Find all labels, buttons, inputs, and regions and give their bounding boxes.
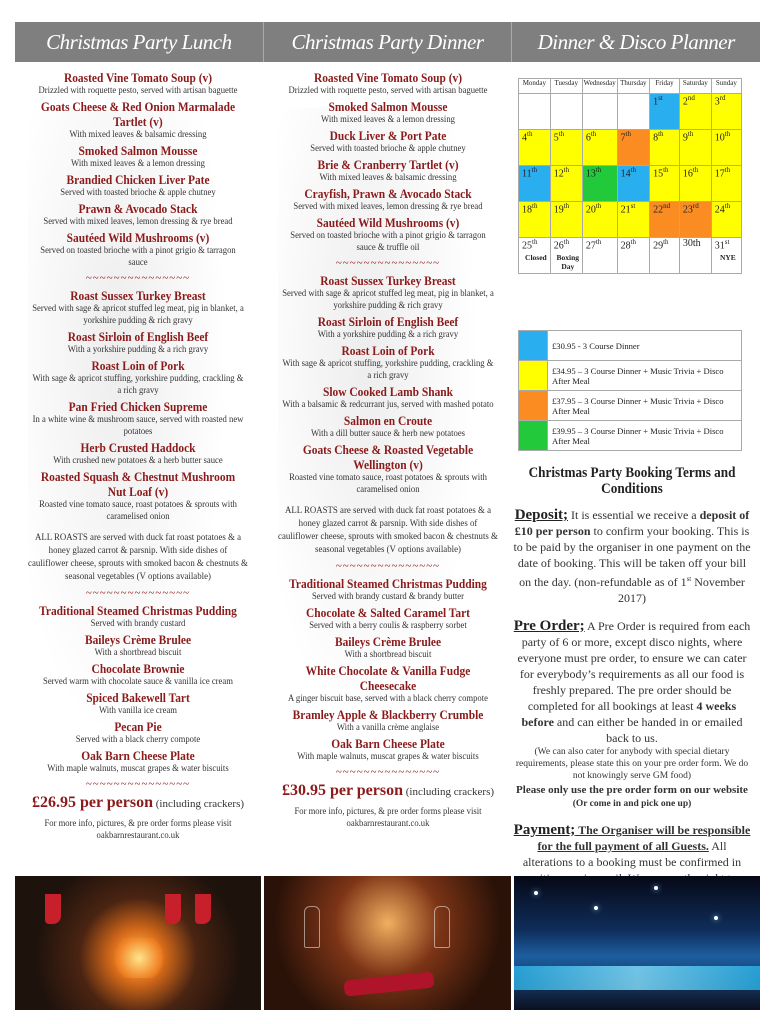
calendar-day-header: Friday xyxy=(650,79,680,94)
calendar-date: 18 xyxy=(522,204,532,216)
calendar-day xyxy=(679,94,711,130)
dish-name: Smoked Salmon Mousse xyxy=(328,99,448,114)
calendar-day xyxy=(711,238,741,274)
dish-name: Salmon en Croute xyxy=(343,413,433,428)
dish-name: Roasted Vine Tomato Soup (v) xyxy=(63,70,213,85)
dish-description: With mixed leaves & balsamic dressing xyxy=(319,172,457,183)
dish-description: With vanilla ice cream xyxy=(98,705,178,716)
calendar-date: 6 xyxy=(585,132,591,144)
dish-name: Bramley Apple & Blackberry Crumble xyxy=(292,707,484,722)
calendar-date-suffix: st xyxy=(658,94,663,102)
preorder-section xyxy=(512,618,752,810)
calendar-day-note: NYE xyxy=(719,253,736,263)
calendar-date: 10 xyxy=(714,132,725,144)
calendar-day xyxy=(711,130,741,166)
dish-name: Oak Barn Cheese Plate xyxy=(81,748,195,763)
dish-name: Herb Crusted Haddock xyxy=(80,440,196,455)
calendar-day xyxy=(519,94,551,130)
dish-name: Sautéed Wild Mushrooms (v) xyxy=(316,215,460,230)
legend-row xyxy=(519,331,742,361)
calendar-day xyxy=(550,94,582,130)
legend-row xyxy=(519,361,742,391)
calendar-date-suffix: th xyxy=(563,238,570,246)
calendar-date: 25 xyxy=(522,240,532,252)
dish-name: Roast Sussex Turkey Breast xyxy=(70,288,206,303)
calendar-date: 16 xyxy=(682,168,693,180)
legend-swatch xyxy=(519,391,548,421)
calendar-date: 13 xyxy=(585,168,596,180)
calendar-date: 21 xyxy=(620,204,631,216)
calendar-date-suffix: th xyxy=(663,166,669,174)
calendar-day xyxy=(650,130,680,166)
deposit-label: Deposit; xyxy=(514,507,569,523)
dinner-header: Christmas Party Dinner xyxy=(263,22,512,62)
legend-row xyxy=(519,421,742,451)
calendar-date-suffix: th xyxy=(595,166,602,174)
dish-name: Oak Barn Cheese Plate xyxy=(331,736,445,751)
calendar-date: 27 xyxy=(585,240,596,252)
calendar-date-suffix: th xyxy=(687,130,694,138)
dish-name: Spiced Bakewell Tart xyxy=(86,690,190,705)
price-line xyxy=(268,782,508,800)
calendar-day xyxy=(617,94,649,130)
dish-description: With maple walnuts, muscat grapes & water biscuits xyxy=(47,763,229,774)
terms-conditions xyxy=(512,465,752,930)
price-note: (including crackers) xyxy=(405,786,495,798)
dish-description: Drizzled with roquette pesto, served with artisan baguette xyxy=(288,85,488,96)
calendar-date-suffix: th xyxy=(595,202,602,210)
legend-swatch xyxy=(519,331,548,361)
dish-description: Served with brandy custard & brandy butter xyxy=(311,591,465,602)
calendar-day xyxy=(582,202,617,238)
terms-title: Christmas Party Booking Terms and Conditions xyxy=(528,465,736,497)
legend-text: £30.95 - 3 Course Dinner xyxy=(548,331,742,361)
dish-description: Roasted vine tomato sauce, roast potatoes & sprouts with caramelised onion xyxy=(39,499,237,522)
calendar-date-suffix: th xyxy=(724,130,731,138)
preorder-label: Pre Order; xyxy=(513,618,585,634)
section-divider: ~~~~~~~~~~~~~~~ xyxy=(85,778,191,790)
preorder-text-2: and can either be handed in or emailed back to us. xyxy=(553,715,743,745)
calendar-date: 11 xyxy=(522,168,532,180)
dish-name: Roast Loin of Pork xyxy=(341,343,435,358)
price-amount: £26.95 per person xyxy=(31,794,154,811)
calendar-day xyxy=(582,238,617,274)
calendar-date-suffix: th xyxy=(724,166,731,174)
calendar-date: 26 xyxy=(553,240,564,252)
calendar-date-suffix: th xyxy=(692,166,699,174)
calendar-date-suffix: st xyxy=(724,238,730,246)
calendar-date: 17 xyxy=(714,168,725,180)
price-line xyxy=(18,794,258,812)
dish-name: Chocolate Brownie xyxy=(91,661,185,676)
calendar-date-suffix: th xyxy=(625,130,632,138)
dish-description: Served with toasted brioche & apple chutney xyxy=(60,187,216,198)
calendar-day-header: Monday xyxy=(519,79,551,94)
calendar-day xyxy=(679,238,711,274)
dish-description: With a balsamic & redcurrant jus, served with mashed potato xyxy=(282,399,494,410)
calendar-date: 20 xyxy=(585,204,596,216)
calendar-date-suffix: th xyxy=(724,202,731,210)
calendar-day xyxy=(550,166,582,202)
price-note: (including crackers) xyxy=(155,798,245,810)
calendar-date: 8 xyxy=(653,132,659,144)
calendar-date: 24 xyxy=(714,204,725,216)
deposit-section xyxy=(512,507,752,606)
dish-name: Roast Sirloin of English Beef xyxy=(317,314,459,329)
calendar-date: 28 xyxy=(620,240,631,252)
calendar-date-suffix: th xyxy=(558,130,565,138)
calendar-date: 9 xyxy=(682,132,688,144)
dish-description: With a yorkshire pudding & a rich gravy xyxy=(67,344,209,355)
dish-name: Chocolate & Salted Caramel Tart xyxy=(306,605,470,620)
stocking-icon xyxy=(165,894,181,924)
disco-light-icon xyxy=(534,891,538,895)
dish-description: Served on toasted brioche with a pinot grigio & tarragon sauce xyxy=(40,245,236,268)
calendar-date-suffix: nd xyxy=(687,94,695,102)
preorder-text: A Pre Order is required from each party of 6 or more, except disco nights, where everyone must pre order, to ensure we can cater for everybody’s requirements as all our food is freshly prepared. The pre order should be completed for all bookings at least xyxy=(517,619,751,713)
dish-description: Served warm with chocolate sauce & vanilla ice cream xyxy=(43,676,233,687)
calendar-day xyxy=(550,202,582,238)
dish-description: Served with sage & apricot stuffed leg meat, pig in blanket, a yorkshire pudding & rich gravy xyxy=(282,288,494,311)
calendar-date-suffix: th xyxy=(563,166,570,174)
calendar-day xyxy=(519,238,551,274)
fireplace-photo xyxy=(15,876,261,1010)
dish-name: Traditional Steamed Christmas Pudding xyxy=(39,603,237,618)
dish-description: With a shortbread biscuit xyxy=(94,647,182,658)
dish-name: Prawn & Avocado Stack xyxy=(78,201,198,216)
disco-light-icon xyxy=(654,886,658,890)
calendar-day xyxy=(679,130,711,166)
preorder-dietary-note: (We can also cater for anybody with special dietary requirements, please state this on your pre order form. We do not knowingly serve GM food) xyxy=(515,747,749,781)
section-divider: ~~~~~~~~~~~~~~~ xyxy=(335,560,441,572)
dish-description: With a yorkshire pudding & a rich gravy xyxy=(317,329,459,340)
disco-light-icon xyxy=(714,916,718,920)
calendar-day xyxy=(582,130,617,166)
dish-description: With sage & apricot stuffing, yorkshire pudding, crackling & a rich gravy xyxy=(32,373,244,396)
dish-description: In a white wine & mushroom sauce, served with roasted new potatoes xyxy=(32,414,244,437)
legend-text: £34.95 – 3 Course Dinner + Music Trivia + Disco After Meal xyxy=(548,361,742,391)
calendar-date: 22 xyxy=(653,204,664,216)
dish-name: Pan Fried Chicken Supreme xyxy=(68,399,208,414)
legend-text: £37.95 – 3 Course Dinner + Music Trivia + Disco After Meal xyxy=(548,391,742,421)
christmas-cracker-icon xyxy=(344,971,435,996)
dish-name: Brie & Cranberry Tartlet (v) xyxy=(317,157,459,172)
calendar-day-header: Saturday xyxy=(679,79,711,94)
dish-description: With crushed new potatoes & a herb butter sauce xyxy=(53,455,223,466)
dish-description: Served on toasted brioche with a pinot grigio & tarragon sauce & truffle oil xyxy=(290,230,486,253)
dish-name: Crayfish, Prawn & Avocado Stack xyxy=(304,186,472,201)
dish-name: Brandied Chicken Liver Pate xyxy=(66,172,210,187)
header-bar xyxy=(15,22,760,62)
price-legend xyxy=(518,330,742,451)
calendar-date: 7 xyxy=(620,132,626,144)
dish-description: Served with brandy custard xyxy=(90,618,186,629)
calendar-day xyxy=(550,130,582,166)
wine-glass-icon xyxy=(304,906,320,948)
dish-name: Goats Cheese & Roasted Vegetable Wellington (v) xyxy=(302,442,474,472)
dish-name: Slow Cooked Lamb Shank xyxy=(322,384,454,399)
calendar-day xyxy=(617,238,649,274)
section-divider: ~~~~~~~~~~~~~~~ xyxy=(85,587,191,599)
fire-icon xyxy=(109,938,169,978)
wine-glass-icon xyxy=(434,906,450,948)
calendar-week xyxy=(519,202,742,238)
calendar-date: 23 xyxy=(682,204,693,216)
calendar-day xyxy=(617,166,649,202)
calendar-day xyxy=(519,166,551,202)
calendar-day-header: Sunday xyxy=(711,79,741,94)
calendar-day xyxy=(650,94,680,130)
calendar-date-suffix: th xyxy=(630,166,637,174)
calendar-day xyxy=(582,94,617,130)
calendar-day-header: Tuesday xyxy=(550,79,582,94)
dish-name: Roast Loin of Pork xyxy=(91,358,185,373)
dish-description: With maple walnuts, muscat grapes & water biscuits xyxy=(297,751,479,762)
calendar-day xyxy=(679,166,711,202)
lunch-menu xyxy=(18,68,258,842)
dish-description: Served with a berry coulis & raspberry sorbet xyxy=(309,620,467,631)
calendar-date: 30th xyxy=(682,238,701,249)
calendar-day-note: Closed xyxy=(525,253,547,263)
section-divider: ~~~~~~~~~~~~~~~ xyxy=(335,257,441,269)
bar-counter xyxy=(514,966,760,990)
calendar-date-suffix: th xyxy=(595,238,602,246)
dish-name: Baileys Crème Brulee xyxy=(84,632,192,647)
dish-description: With mixed leaves & a lemon dressing xyxy=(71,158,205,169)
calendar-day xyxy=(617,202,649,238)
calendar-date-suffix: th xyxy=(563,202,570,210)
calendar-date: 19 xyxy=(553,204,564,216)
calendar-day-note: Boxing Day xyxy=(556,253,580,272)
dish-name: Roasted Squash & Chestnut Mushroom Nut Loaf (v) xyxy=(40,469,236,499)
calendar-date-suffix: rd xyxy=(692,202,699,210)
dish-description: With sage & apricot stuffing, yorkshire pudding, crackling & a rich gravy xyxy=(282,358,494,381)
dish-description: With mixed leaves & balsamic dressing xyxy=(69,129,207,140)
dinner-menu xyxy=(268,68,508,830)
disco-calendar xyxy=(518,78,742,274)
photo-strip xyxy=(15,876,760,1010)
deposit-text-2: to confirm your booking. This is to be paid by the organiser in one payment on the date of booking. This will be taken off your bill on the day. (non-refundable as of 1 xyxy=(513,524,751,589)
calendar-date-suffix: th xyxy=(531,166,538,174)
dish-description: With a vanilla crème anglaise xyxy=(336,722,440,733)
calendar-week xyxy=(519,238,742,274)
calendar-date-suffix: th xyxy=(590,130,597,138)
dining-table-photo xyxy=(264,876,510,1010)
dish-name: Roast Sirloin of English Beef xyxy=(67,329,209,344)
calendar-day xyxy=(519,130,551,166)
calendar-date-suffix: th xyxy=(532,202,538,210)
calendar-date: 2 xyxy=(682,96,688,108)
calendar-day xyxy=(711,166,741,202)
calendar-date-suffix: th xyxy=(527,130,533,138)
calendar-date-suffix: th xyxy=(630,238,637,246)
payment-responsibility: The Organiser will be responsible for the full payment of all Guests. xyxy=(537,823,751,853)
disco-photo xyxy=(514,876,760,1010)
section-divider: ~~~~~~~~~~~~~~~ xyxy=(335,766,441,778)
dish-name: Roast Sussex Turkey Breast xyxy=(320,273,456,288)
legend-swatch xyxy=(519,361,548,391)
dish-description: Served with mixed leaves, lemon dressing & rye bread xyxy=(293,201,483,212)
legend-swatch xyxy=(519,421,548,451)
calendar-date-suffix: th xyxy=(532,238,538,246)
section-divider: ~~~~~~~~~~~~~~~ xyxy=(85,272,191,284)
calendar-day xyxy=(650,166,680,202)
preorder-website-note: Please only use the pre order form on our website xyxy=(516,784,748,796)
dish-name: Duck Liver & Port Pate xyxy=(329,128,447,143)
calendar-date: 29 xyxy=(653,240,664,252)
dish-description: With mixed leaves & a lemon dressing xyxy=(321,114,455,125)
calendar-day xyxy=(650,202,680,238)
calendar-date: 4 xyxy=(522,132,527,144)
info-line: For more info, pictures, & pre order forms please visit oakbarnrestaurant.co.uk xyxy=(44,819,232,841)
calendar-date: 12 xyxy=(553,168,564,180)
payment-text: All alterations to a booking must be confirmed in xyxy=(522,839,742,869)
deposit-amount: deposit of £10 per person xyxy=(514,508,750,538)
calendar-day-header: Wednesday xyxy=(582,79,617,94)
calendar-day xyxy=(650,238,680,274)
calendar-date: 14 xyxy=(620,168,631,180)
calendar-day xyxy=(550,238,582,274)
dish-description: With a dill butter sauce & herb new potatoes xyxy=(310,428,466,439)
calendar-date-suffix: th xyxy=(663,238,669,246)
dish-description: Served with mixed leaves, lemon dressing & rye bread xyxy=(43,216,233,227)
dish-description: Roasted vine tomato sauce, roast potatoes & sprouts with caramelised onion xyxy=(289,472,487,495)
calendar-date: 5 xyxy=(553,132,559,144)
dish-description: Served with a black cherry compote xyxy=(75,734,201,745)
calendar-date-suffix: st xyxy=(630,202,636,210)
calendar-date-suffix: th xyxy=(658,130,664,138)
dish-name: Baileys Crème Brulee xyxy=(334,634,442,649)
calendar-date-suffix: rd xyxy=(719,94,726,102)
dish-name: Roasted Vine Tomato Soup (v) xyxy=(313,70,463,85)
calendar-date-suffix: nd xyxy=(663,202,671,210)
stocking-icon xyxy=(195,894,211,924)
preorder-deadline: 4 weeks before xyxy=(521,699,737,729)
roast-note: ALL ROASTS are served with duck fat roast potatoes & a honey glazed carrot & parsnip. With side dishes of cauliflower cheese, sprouts with smoked bacon & chestnuts & seasonal vegetables (V options available) xyxy=(28,532,248,582)
planner-header: Dinner & Disco Planner xyxy=(511,22,760,62)
calendar-week xyxy=(519,94,742,130)
calendar-day xyxy=(679,202,711,238)
calendar-date: 15 xyxy=(653,168,664,180)
dish-name: Pecan Pie xyxy=(114,719,162,734)
calendar-day xyxy=(711,94,741,130)
calendar-day xyxy=(582,166,617,202)
calendar-date: 3 xyxy=(714,96,720,108)
legend-row xyxy=(519,391,742,421)
calendar-day-header: Thursday xyxy=(617,79,649,94)
calendar-day xyxy=(519,202,551,238)
deposit-text-3: November 2017) xyxy=(618,575,745,605)
deposit-text: It is essential we receive a xyxy=(571,508,700,522)
dish-name: Traditional Steamed Christmas Pudding xyxy=(289,576,487,591)
calendar-week xyxy=(519,166,742,202)
stocking-icon xyxy=(45,894,61,924)
lunch-header: Christmas Party Lunch xyxy=(46,30,232,54)
roast-note: ALL ROASTS are served with duck fat roast potatoes & a honey glazed carrot & parsnip. With side dishes of cauliflower cheese, sprouts with smoked bacon & chestnuts & seasonal vegetables (V options available) xyxy=(278,505,498,555)
calendar-day xyxy=(617,130,649,166)
calendar-week xyxy=(519,130,742,166)
calendar-date: 1 xyxy=(653,96,659,108)
dish-description: Served with sage & apricot stuffed leg meat, pig in blanket, a yorkshire pudding & rich gravy xyxy=(32,303,244,326)
disco-light-icon xyxy=(594,906,598,910)
dish-name: Sautéed Wild Mushrooms (v) xyxy=(66,230,210,245)
deposit-sup: st xyxy=(686,575,692,583)
info-line: For more info, pictures, & pre order forms please visit oakbarnrestaurant.co.uk xyxy=(294,807,482,829)
dish-description: A ginger biscuit base, served with a black cherry compote xyxy=(288,693,488,704)
calendar-date: 31 xyxy=(714,240,725,252)
dish-name: Smoked Salmon Mousse xyxy=(78,143,198,158)
legend-text: £39.95 – 3 Course Dinner + Music Trivia + Disco After Meal xyxy=(548,421,742,451)
price-amount: £30.95 per person xyxy=(281,782,404,799)
dish-name: White Chocolate & Vanilla Fudge Cheesecake xyxy=(305,663,471,693)
calendar-day xyxy=(711,202,741,238)
payment-label: Payment; xyxy=(513,822,576,838)
preorder-pickup-note: (Or come in and pick one up) xyxy=(572,799,692,809)
dish-description: With a shortbread biscuit xyxy=(344,649,432,660)
dish-name: Goats Cheese & Red Onion Marmalade Tartlet (v) xyxy=(40,99,236,129)
dish-description: Served with toasted brioche & apple chutney xyxy=(310,143,466,154)
dish-description: Drizzled with roquette pesto, served with artisan baguette xyxy=(38,85,238,96)
